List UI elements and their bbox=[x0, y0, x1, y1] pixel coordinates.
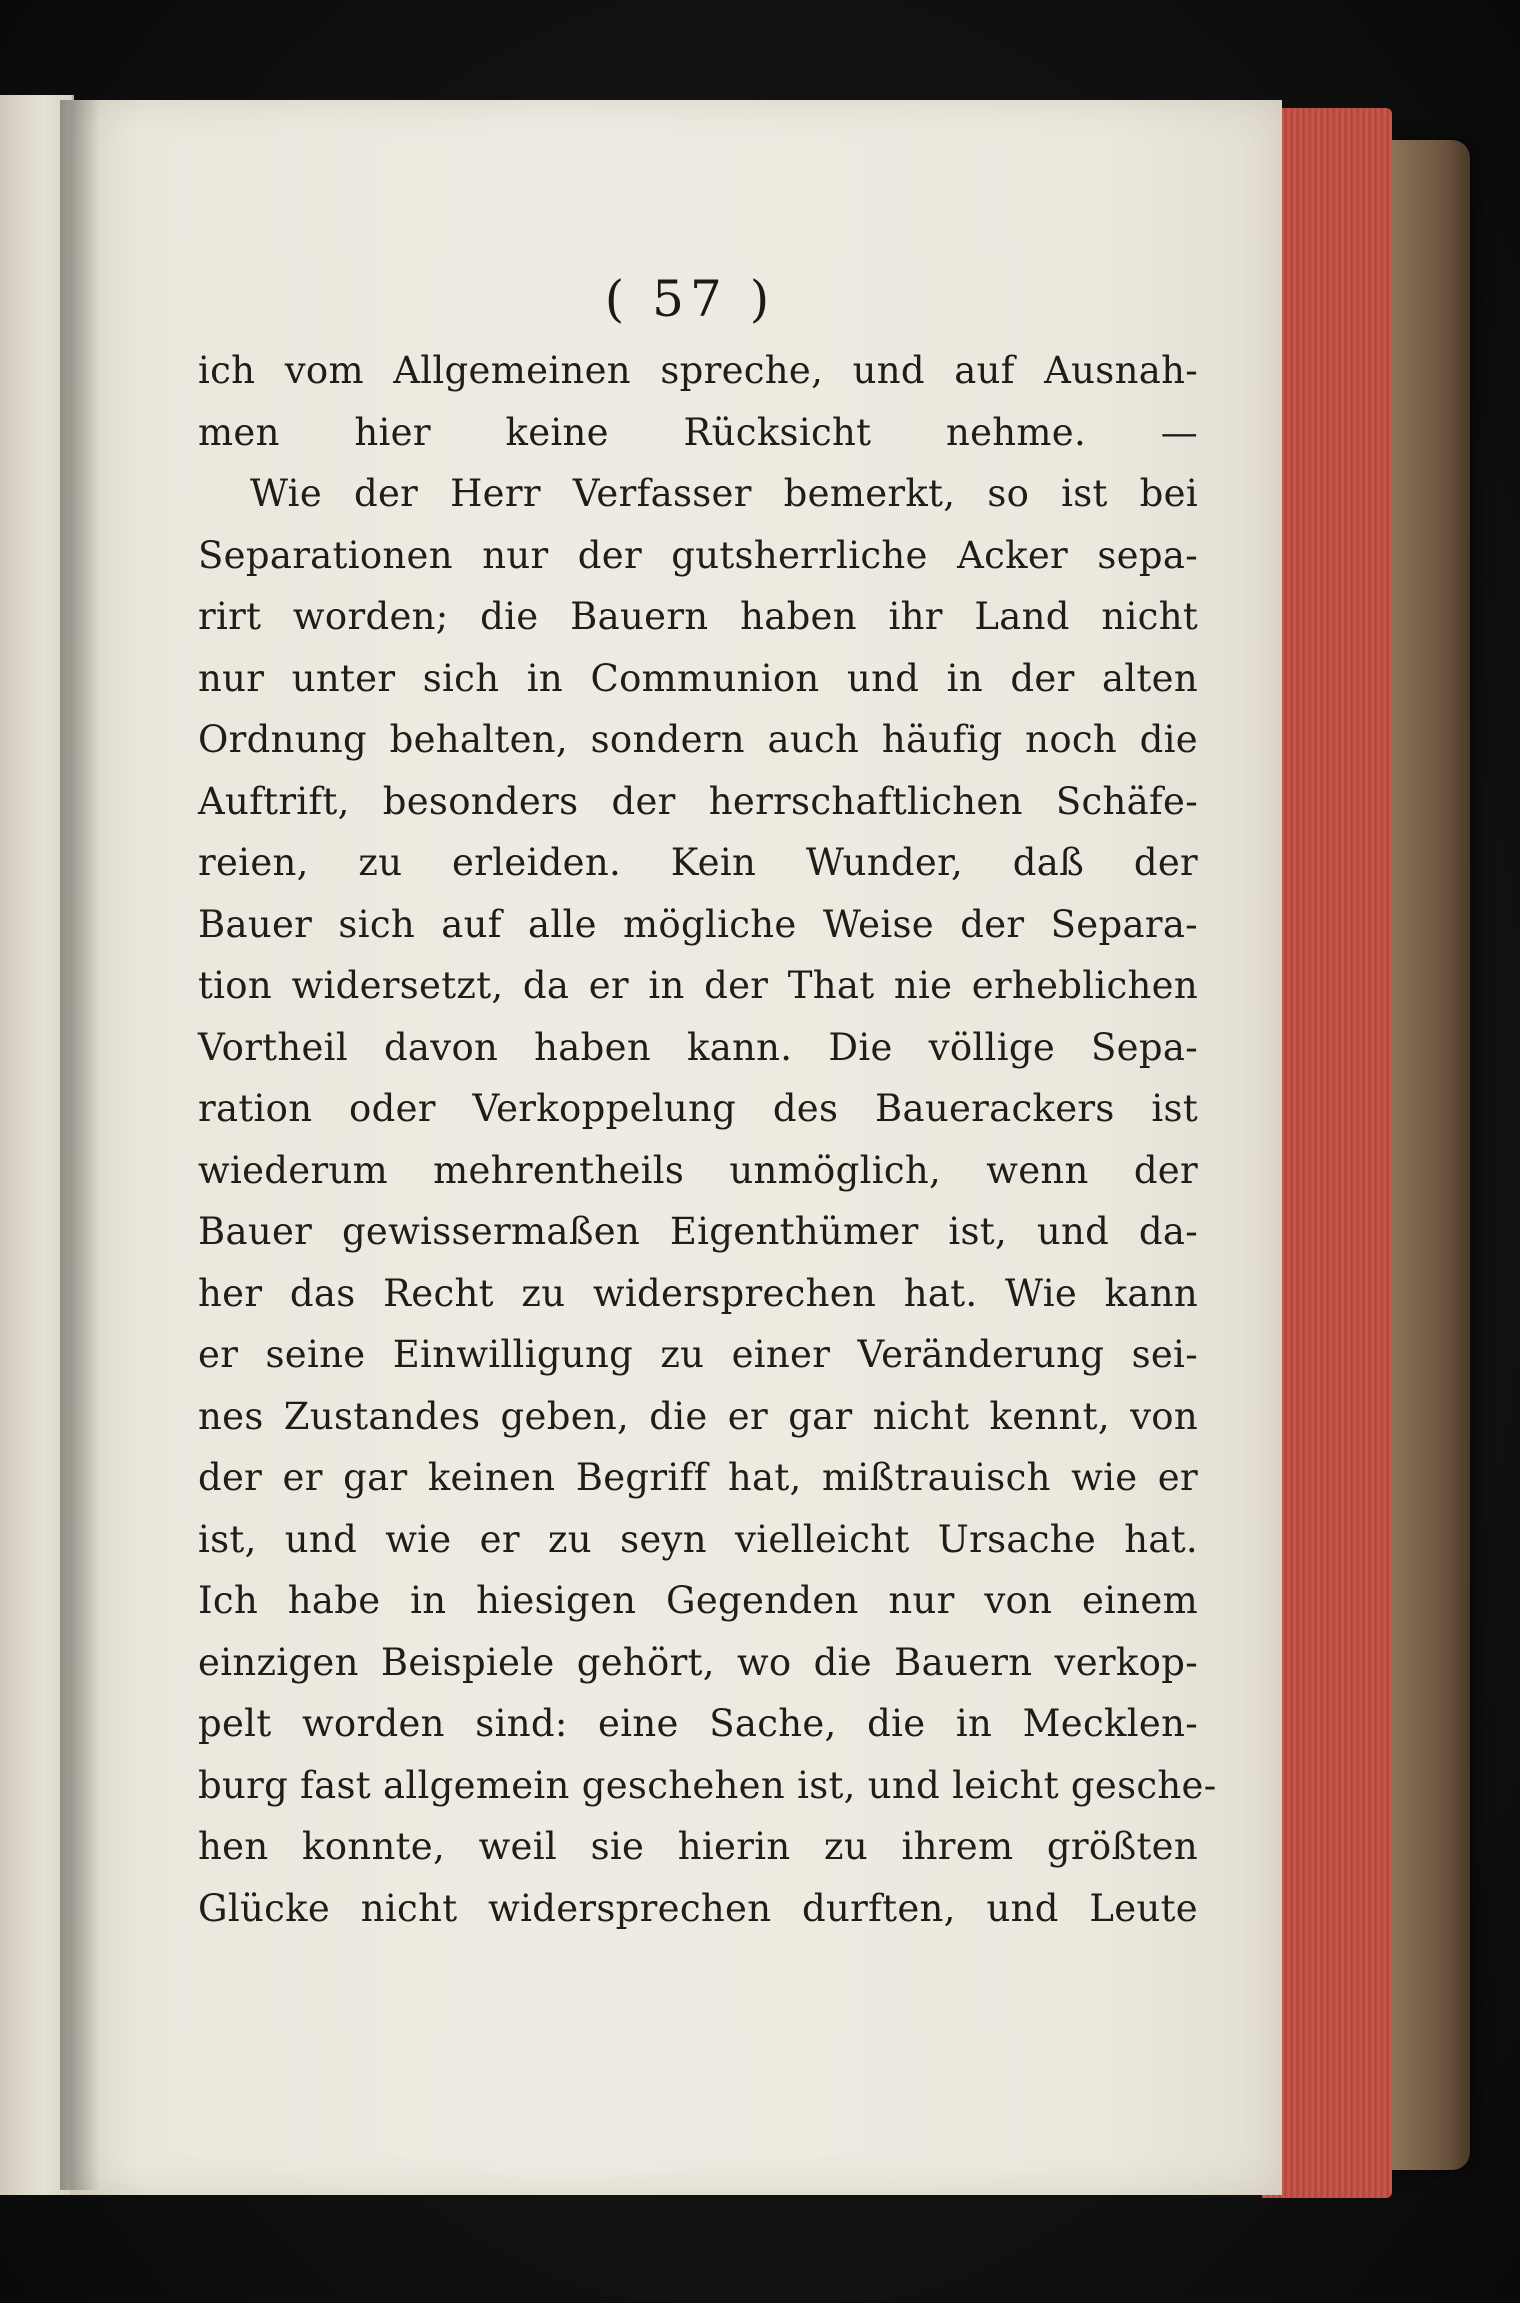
text-line: ration oder Verkoppelung des Bauerackers ist bbox=[198, 1087, 1198, 1130]
text-line: Separationen nur der gutsherrliche Acker sepa- bbox=[198, 533, 1198, 577]
text-line: wiederum mehrentheils unmöglich, wenn der bbox=[198, 1148, 1198, 1192]
text-line: ist, und wie er zu seyn vielleicht Ursache hat. bbox=[198, 1517, 1198, 1561]
text-line: burg fast allgemein geschehen ist, und leicht gesche- bbox=[198, 1763, 1217, 1807]
text-line: Glücke nicht widersprechen durften, und Leute bbox=[198, 1886, 1198, 1930]
text-line: Vortheil davon haben kann. Die völlige Sepa- bbox=[198, 1025, 1198, 1069]
text-line: er seine Einwilligung zu einer Veränderung sei- bbox=[198, 1333, 1198, 1376]
text-line: Bauer sich auf alle mögliche Weise der Separa- bbox=[198, 902, 1198, 946]
text-line: nes Zustandes geben, die er gar nicht kennt, von bbox=[198, 1394, 1198, 1438]
text-line: pelt worden sind: eine Sache, die in Mecklen- bbox=[198, 1702, 1198, 1745]
text-line: nur unter sich in Communion und in der alten bbox=[198, 656, 1198, 700]
text-line: men hier keine Rücksicht nehme. — bbox=[198, 410, 1198, 454]
page-number: ( 57 ) bbox=[604, 270, 776, 328]
gutter-shadow bbox=[60, 100, 100, 2190]
text-line: hen konnte, weil sie hierin zu ihrem größten bbox=[198, 1825, 1198, 1868]
text-line: tion widersetzt, da er in der That nie erheblichen bbox=[198, 964, 1198, 1007]
text-line: Bauer gewissermaßen Eigenthümer ist, und da- bbox=[198, 1210, 1198, 1253]
text-line: ich vom Allgemeinen spreche, und auf Ausnah- bbox=[198, 349, 1198, 392]
text-line: Auftrift, besonders der herrschaftlichen Schäfe- bbox=[198, 779, 1198, 823]
text-line: rirt worden; die Bauern haben ihr Land nicht bbox=[198, 595, 1198, 638]
page-text bbox=[198, 340, 1217, 1939]
book-page bbox=[70, 100, 1282, 2195]
text-line: einzigen Beispiele gehört, wo die Bauern verkop- bbox=[198, 1640, 1198, 1684]
text-line: Ich habe in hiesigen Gegenden nur von einem bbox=[198, 1579, 1198, 1622]
text-line: her das Recht zu widersprechen hat. Wie kann bbox=[198, 1271, 1198, 1315]
text-line: Ordnung behalten, sondern auch häufig noch die bbox=[198, 718, 1198, 761]
text-line: Wie der Herr Verfasser bemerkt, so ist bei bbox=[250, 472, 1198, 515]
text-line: reien, zu erleiden. Kein Wunder, daß der bbox=[198, 841, 1198, 884]
text-line: der er gar keinen Begriff hat, mißtrauisch wie er bbox=[198, 1456, 1198, 1499]
